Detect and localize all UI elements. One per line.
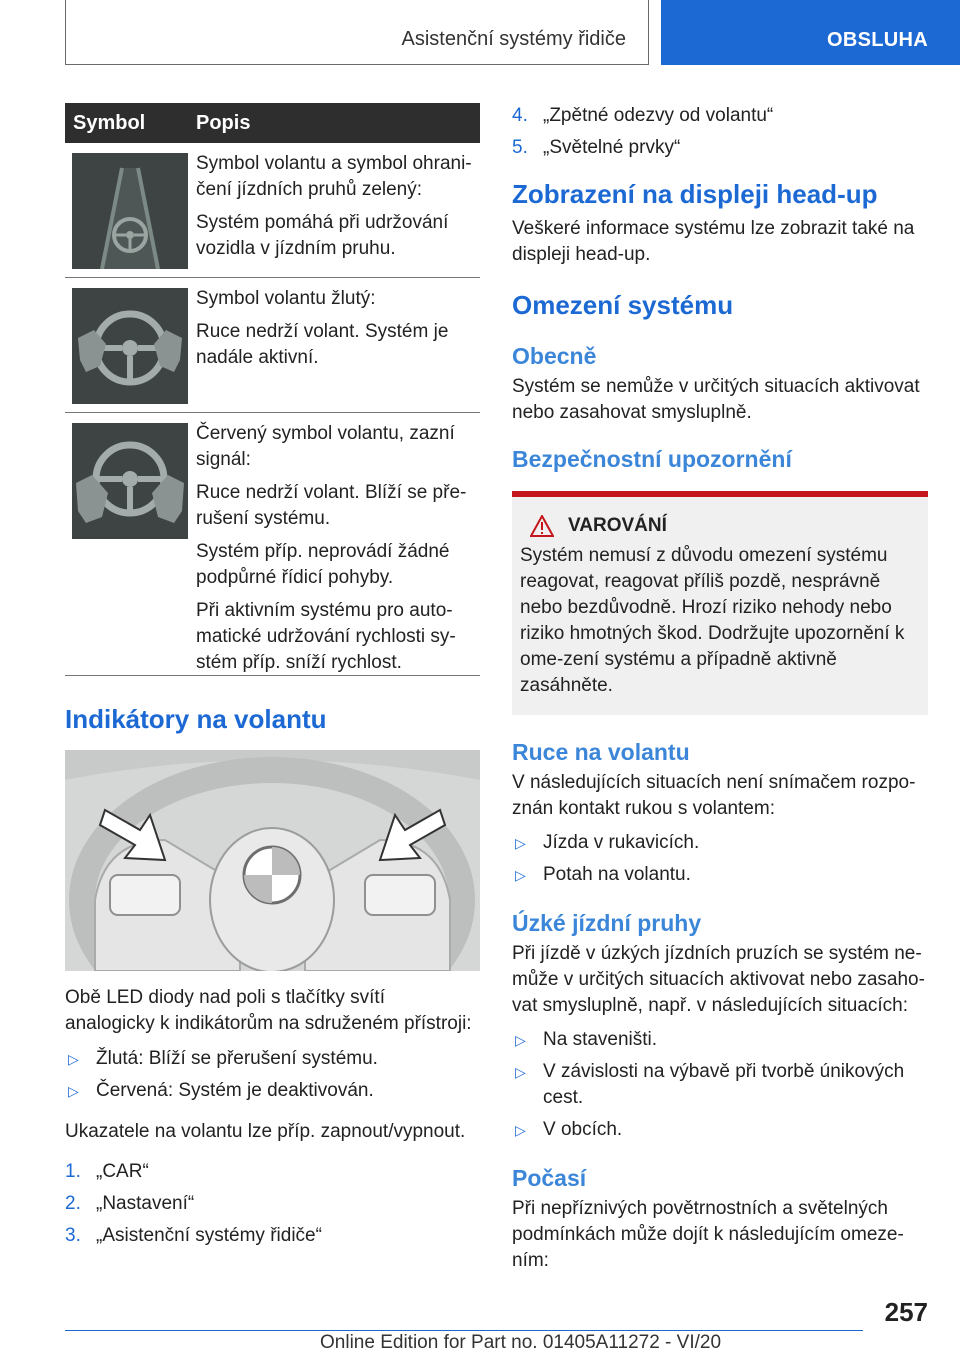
section-title: Asistenční systémy řidiče — [401, 28, 626, 50]
list-item — [512, 1059, 928, 1111]
warning-text: Systém nemusí z důvodu omezení systému reagovat, reagovat příliš pozdě, nesprávně nebo bezdůvodně. Hrozí riziko nehody nebo riziko hmotných škod. Dodržujte upozornění k ome-zení systému a případně aktivně zasáhněte. — [520, 545, 905, 696]
list-item-text: Na staveništi. — [543, 1029, 658, 1050]
list-item-text: V obcích. — [543, 1119, 623, 1140]
bullet-triangle-icon: ▷ — [68, 1083, 79, 1099]
hands-text: V následujících situacích není snímačem rozpo-znán kontakt rukou s volantem: — [512, 772, 916, 819]
step-text: „CAR“ — [96, 1161, 149, 1182]
list-item — [512, 862, 928, 888]
left-column — [65, 103, 480, 1249]
indicators-heading: Indikátory na volantu — [65, 704, 327, 734]
row-text: Při aktivním systému pro auto-matické udržování rychlosti sy-stém příp. sníží rychlost. — [196, 600, 456, 673]
col-desc-header: Popis — [196, 112, 251, 134]
right-column — [512, 103, 928, 1274]
list-item — [512, 1027, 928, 1053]
bullet-triangle-icon: ▷ — [68, 1051, 79, 1067]
bullet-triangle-icon: ▷ — [515, 1122, 526, 1138]
warning-triangle-icon — [530, 515, 554, 537]
general-text: Systém se nemůže v určitých situacích aktivovat nebo zasahovat smysluplně. — [512, 376, 920, 423]
step-text: „Zpětné odezvy od volantu“ — [543, 105, 774, 126]
chapter-tab[interactable] — [661, 0, 960, 65]
bullet-triangle-icon: ▷ — [515, 1064, 526, 1080]
list-item — [65, 1191, 480, 1217]
col-symbol-header: Symbol — [73, 112, 146, 134]
chapter-tab-label: OBSLUHA — [827, 29, 928, 51]
header-box — [65, 0, 649, 65]
list-item-text: Červená: Systém je deaktivován. — [96, 1080, 374, 1101]
hud-text: Veškeré informace systému lze zobrazit také na displeji head-up. — [512, 218, 915, 265]
weather-heading: Počasí — [512, 1165, 587, 1191]
toggle-text: Ukazatele na volantu lze příp. zapnout/vypnout. — [65, 1121, 466, 1142]
narrow-heading: Úzké jízdní pruhy — [512, 910, 702, 936]
bullet-triangle-icon: ▷ — [515, 867, 526, 883]
step-number: 1. — [65, 1161, 81, 1182]
step-text: „Světelné prvky“ — [543, 137, 681, 158]
lane-keeping-green-icon — [72, 153, 188, 269]
indicators-intro: Obě LED diody nad poli s tlačítky svítí analogicky k indikátorům na sdruženém přístroji: — [65, 987, 472, 1034]
steering-wheel-illustration — [65, 750, 480, 971]
list-item-text: Potah na volantu. — [543, 864, 691, 885]
list-item — [65, 1223, 480, 1249]
list-item — [512, 135, 928, 161]
row-text: Červený symbol volantu, zazní signál: — [196, 423, 455, 470]
row-text: Systém pomáhá při udržování vozidla v jízdním pruhu. — [196, 212, 449, 259]
warning-title — [520, 515, 920, 537]
step-number: 4. — [512, 105, 528, 126]
table-header — [65, 103, 480, 143]
safety-heading: Bezpečnostní upozornění — [512, 446, 792, 472]
list-item — [65, 1078, 480, 1104]
steering-wheel-red-icon — [72, 423, 188, 539]
list-item-text: Jízda v rukavicích. — [543, 832, 700, 853]
row-text: Ruce nedrží volant. Systém je nadále aktivní. — [196, 321, 449, 368]
step-number: 5. — [512, 137, 528, 158]
list-item-text: V závislosti na výbavě při tvorbě únikových cest. — [543, 1061, 905, 1108]
weather-text: Při nepříznivých povětrnostních a světelných podmínkách může dojít k následujícím omeze-ním: — [512, 1198, 904, 1271]
limits-heading: Omezení systému — [512, 290, 734, 320]
hud-heading: Zobrazení na displeji head-up — [512, 179, 878, 209]
page-number: 257 — [884, 1297, 928, 1327]
list-item — [65, 1159, 480, 1185]
list-item-text: Žlutá: Blíží se přerušení systému. — [96, 1048, 378, 1069]
list-item — [65, 1046, 480, 1072]
footer-divider — [65, 1330, 863, 1331]
general-heading: Obecně — [512, 343, 597, 369]
row-description — [196, 413, 480, 676]
row-text: Symbol volantu žlutý: — [196, 288, 376, 309]
step-text: „Asistenční systémy řidiče“ — [96, 1225, 322, 1246]
row-text: Ruce nedrží volant. Blíží se pře-rušení systému. — [196, 482, 467, 529]
step-text: „Nastavení“ — [96, 1193, 195, 1214]
row-text: Systém příp. neprovádí žádné podpůrné řídicí pohyby. — [196, 541, 450, 588]
warning-box — [512, 491, 928, 715]
row-text: Symbol volantu a symbol ohrani-čení jízdních pruhů zelený: — [196, 153, 472, 200]
narrow-text: Při jízdě v úzkých jízdních pruzích se systém ne-může v určitých situacích aktivovat nebo zasaho-vat smysluplně, např. v následujících situacích: — [512, 943, 925, 1016]
bullet-triangle-icon: ▷ — [515, 1032, 526, 1048]
warning-title-text: VAROVÁNÍ — [568, 515, 667, 536]
table-row — [65, 143, 480, 278]
row-description — [196, 143, 480, 262]
steering-wheel-yellow-icon — [72, 288, 188, 404]
row-description — [196, 278, 480, 371]
footer-edition: Online Edition for Part no. 01405A11272 - VI/20 — [320, 1332, 722, 1353]
table-row — [65, 278, 480, 413]
list-item — [512, 830, 928, 856]
list-item — [512, 1117, 928, 1143]
step-number: 3. — [65, 1225, 81, 1246]
step-number: 2. — [65, 1193, 81, 1214]
hands-heading: Ruce na volantu — [512, 739, 690, 765]
bullet-triangle-icon: ▷ — [515, 835, 526, 851]
list-item — [512, 103, 928, 129]
table-row — [65, 413, 480, 676]
